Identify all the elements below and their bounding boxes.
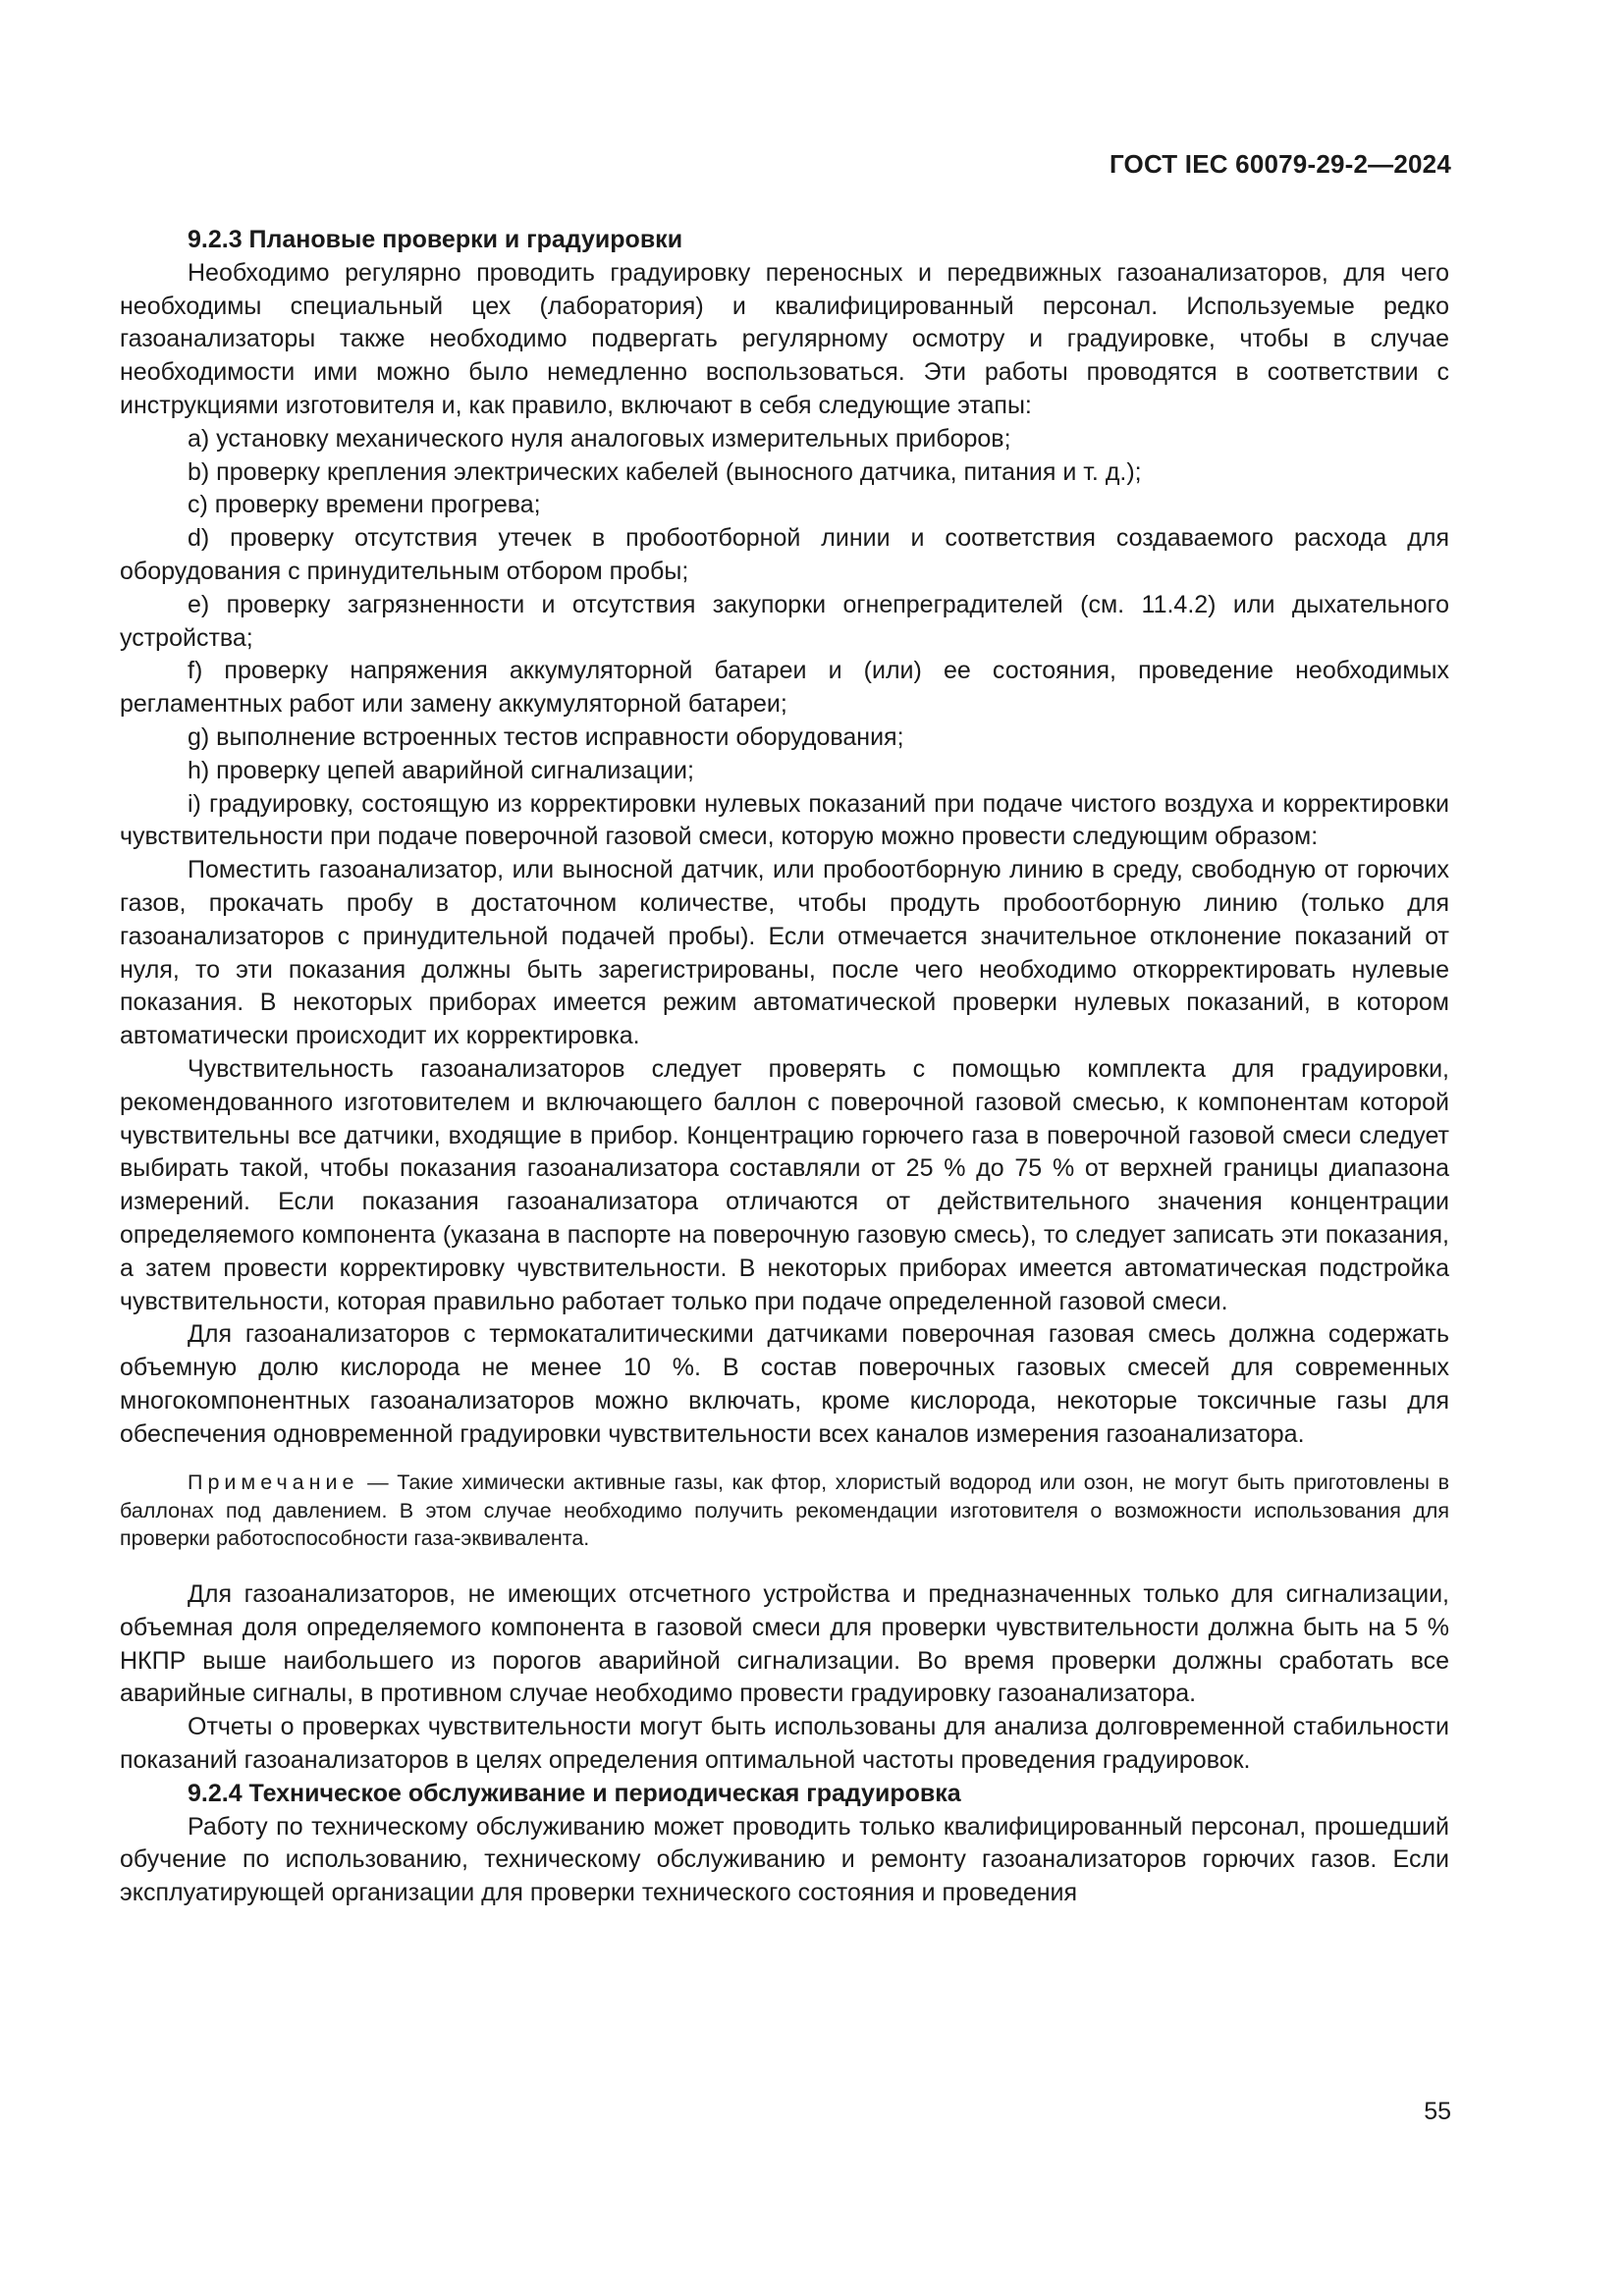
list-item-d: d) проверку отсутствия утечек в пробоотборной линии и соответствия создаваемого расхода для оборудования с принудительным отбором пробы; <box>120 524 1449 585</box>
list-item-g: g) выполнение встроенных тестов исправности оборудования; <box>188 722 904 751</box>
note-text: Такие химически активные газы, как фтор, хлористый водород или озон, не могут быть приготовлены в баллонах под давлением. В этом случае необходимо получить рекомендации изготовителя о возможности использования для проверки работоспособности газа-эквивалента. <box>120 1470 1449 1551</box>
paragraph-alarm: Для газоанализаторов, не имеющих отсчетного устройства и предназначенных только для сигнализации, объемная доля определяемого компонента в газовой смеси для проверки чувствительности должна быть на 5 % НКПР выше наибольшего из порогов аварийной сигнализации. Во время проверки должны сработать все аварийные сигналы, в противном случае необходимо провести градуировку газоанализатора. <box>120 1579 1449 1708</box>
list-item-b: b) проверку крепления электрических кабелей (выносного датчика, питания и т. д.); <box>188 457 1142 486</box>
page-number: 55 <box>1424 2098 1451 2125</box>
paragraph-thermocatalytic: Для газоанализаторов с термокаталитическими датчиками поверочная газовая смесь должна содержать объемную долю кислорода не менее 10 %. В состав поверочных газовых смесей для современных многокомпонентных газоанализаторов можно включать, кроме кислорода, некоторые токсичные газы для обеспечения одновременной градуировки чувствительности всех каналов измерения газоанализатора. <box>120 1320 1449 1448</box>
paragraph-zero-check: Поместить газоанализатор, или выносной датчик, или пробоотборную линию в среду, свободную от горючих газов, прокачать пробу в достаточном количестве, чтобы продуть пробоотборную линию (только для газоанализаторов с принудительной подачей пробы). Если отмечается значительное отклонение показаний от нуля, то эти показания должны быть зарегистрированы, после чего необходимо откорректировать нулевые показания. В некоторых приборах имеется режим автоматической проверки нулевых показаний, в котором автоматически происходит их корректировка. <box>120 856 1449 1050</box>
note-label: Примечание <box>188 1470 359 1495</box>
paragraph-sensitivity: Чувствительность газоанализаторов следует проверять с помощью комплекта для градуировки, рекомендованного изготовителем и включающего баллон с поверочной газовой смесью, к компонентам которой чувствительны все датчики, входящие в прибор. Концентрацию горючего газа в поверочной газовой смеси следует выбирать такой, чтобы показания газоанализатора составляли от 25 % до 75 % от верхней границы диапазона измерений. Если показания газоанализатора отличаются от действительного значения концентрации определяемого компонента (указана в паспорте на поверочную газовую смесь), то следует записать эти показания, а затем провести корректировку чувствительности. В некоторых приборах имеется автоматическая подстройка чувствительности, которая правильно работает только при подаче определенной газовой смеси. <box>120 1054 1449 1315</box>
paragraph-reports: Отчеты о проверках чувствительности могут быть использованы для анализа долговременной стабильности показаний газоанализаторов в целях определения оптимальной частоты проведения градуировок. <box>120 1713 1449 1774</box>
section-heading-9-2-3: 9.2.3 Плановые проверки и градуировки <box>188 226 683 253</box>
list-item-f: f) проверку напряжения аккумуляторной батареи и (или) ее состояния, проведение необходимых регламентных работ или замену аккумуляторной батареи; <box>120 657 1449 719</box>
note-dash: — <box>358 1470 398 1495</box>
paragraph-intro: Необходимо регулярно проводить градуировку переносных и передвижных газоанализаторов, для чего необходимы специальный цех (лаборатория) и квалифицированный персонал. Используемые редко газоанализаторы также необходимо подвергать регулярному осмотру и градуировке, чтобы в случае необходимости ими можно было немедленно воспользоваться. Эти работы проводятся в соответствии с инструкциями изготовителя и, как правило, включают в себя следующие этапы: <box>120 258 1449 419</box>
paragraph-maintenance: Работу по техническому обслуживанию может проводить только квалифицированный персонал, прошедший обучение по использованию, техническому обслуживанию и ремонту газоанализаторов горючих газов. Если эксплуатирующей организации для проверки технического состояния и проведения <box>120 1812 1449 1907</box>
list-item-e: e) проверку загрязненности и отсутствия закупорки огнепреградителей (см. 11.4.2) или дыхательного устройства; <box>120 590 1449 652</box>
note <box>120 1468 1449 1553</box>
section-heading-9-2-4: 9.2.4 Техническое обслуживание и периодическая градуировка <box>188 1779 961 1807</box>
list-item-i: i) градуировку, состоящую из корректировки нулевых показаний при подаче чистого воздуха и корректировки чувствительности при подаче поверочной газовой смеси, которую можно провести следующим образом: <box>120 789 1449 851</box>
standard-code-header: ГОСТ IEC 60079-29-2—2024 <box>1109 149 1451 179</box>
list-item-c: c) проверку времени прогрева; <box>188 491 541 519</box>
page-content <box>120 224 1449 1910</box>
list-item-a: a) установку механического нуля аналоговых измерительных приборов; <box>188 424 1011 453</box>
list-item-h: h) проверку цепей аварийной сигнализации; <box>188 756 694 784</box>
